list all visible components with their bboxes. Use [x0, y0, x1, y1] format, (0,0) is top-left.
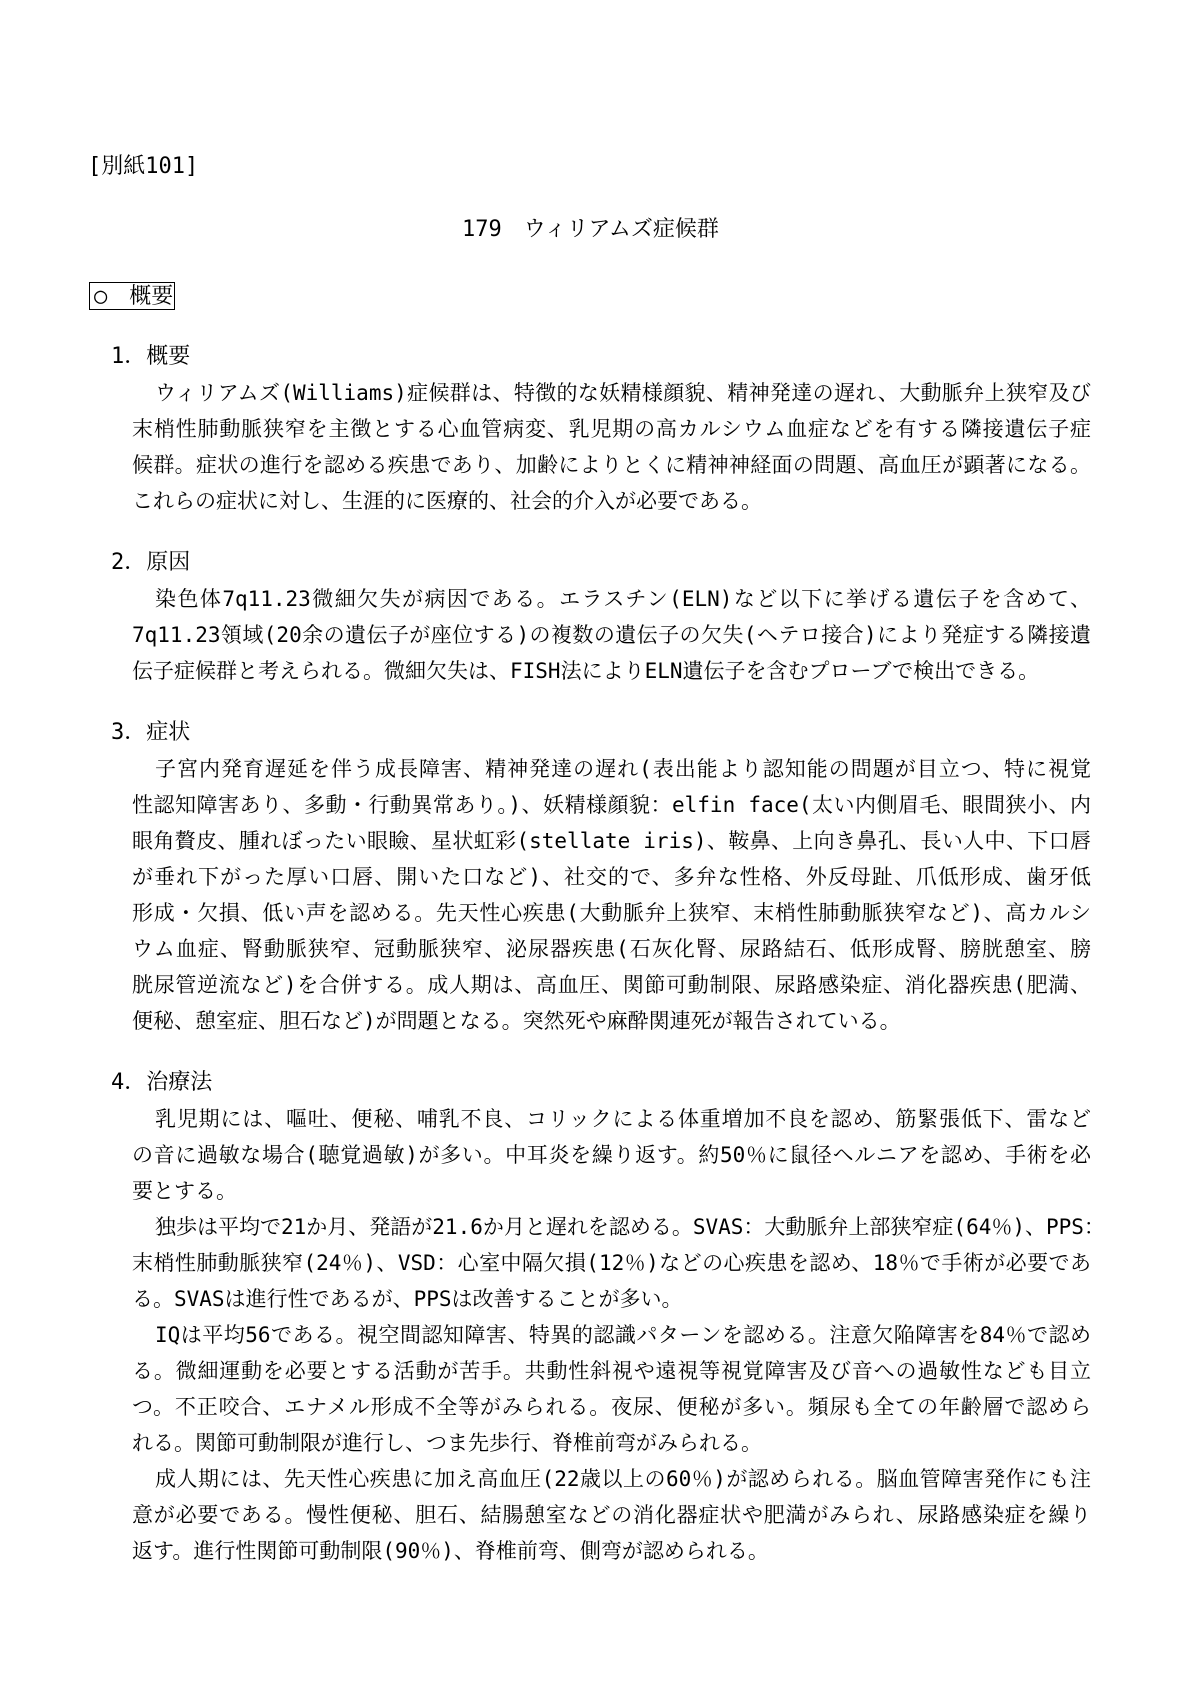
section — [111, 339, 1091, 519]
text-line: これらの症状に対し、生涯的に医療的、社会的介入が必要である。 — [132, 489, 762, 513]
paragraph — [132, 581, 1091, 689]
overview-box-heading: ○ 概要 — [89, 282, 175, 310]
section-heading: 3．症状 — [111, 720, 191, 745]
text-line: ウム血症、腎動脈狭窄、冠動脈狭窄、泌尿器疾患(石灰化腎、尿路結石、低形成腎、膀胱憩室、膀 — [132, 937, 1091, 961]
section — [111, 1065, 1105, 1569]
paragraph — [132, 1461, 1091, 1569]
attachment-label: [別紙101] — [88, 154, 199, 179]
text-line: 候群。症状の進行を認める疾患であり、加齢によりとくに精神神経面の問題、高血圧が顕著になる。 — [132, 453, 1091, 477]
text-line: 伝子症候群と考えられる。微細欠失は、FISH法によりELN遺伝子を含むプローブで検出できる。 — [132, 659, 1040, 683]
text-line: の音に過敏な場合(聴覚過敏)が多い。中耳炎を繰り返す。約50％に鼠径ヘルニアを認め、手術を必 — [132, 1143, 1091, 1167]
paragraph — [132, 1209, 1105, 1317]
paragraph — [132, 1317, 1091, 1461]
text-line: る。SVASは進行性であるが、PPSは改善することが多い。 — [132, 1287, 683, 1311]
text-line: IQは平均56である。視空間認知障害、特異的認識パターンを認める。注意欠陥障害を84％で認め — [155, 1323, 1091, 1347]
text-line: 7q11.23領域(20余の遺伝子が座位する)の複数の遺伝子の欠失(ヘテロ接合)により発症する隣接遺 — [132, 623, 1091, 647]
section-heading: 4．治療法 — [111, 1070, 213, 1095]
text-line: 形成・欠損、低い声を認める。先天性心疾患(大動脈弁上狭窄、末梢性肺動脈狭窄など)、高カルシ — [132, 901, 1091, 925]
text-line: 成人期には、先天性心疾患に加え高血圧(22歳以上の60％)が認められる。脳血管障害発作にも注 — [155, 1467, 1091, 1491]
section-heading: 1．概要 — [111, 344, 191, 369]
document-title: 179 ウィリアムズ症候群 — [462, 217, 719, 242]
text-line: 末梢性肺動脈狭窄(24％)、VSD：心室中隔欠損(12％)などの心疾患を認め、18％で手術が必要であ — [132, 1251, 1091, 1275]
text-line: ウィリアムズ(Williams)症候群は、特徴的な妖精様顔貌、精神発達の遅れ、大動脈弁上狭窄及び — [155, 381, 1091, 405]
text-line: 乳児期には、嘔吐、便秘、哺乳不良、コリックによる体重増加不良を認め、筋緊張低下、雷など — [155, 1107, 1091, 1131]
text-line: 要とする。 — [132, 1179, 237, 1203]
paragraph — [132, 375, 1091, 519]
section — [111, 545, 1091, 689]
text-line: 染色体7q11.23微細欠失が病因である。エラスチン(ELN)など以下に挙げる遺伝子を含めて、 — [155, 587, 1091, 611]
text-line: 子宮内発育遅延を伴う成長障害、精神発達の遅れ(表出能より認知能の問題が目立つ、特に視覚 — [155, 757, 1091, 781]
text-line: 性認知障害あり、多動・行動異常あり。)、妖精様顔貌：elfin face(太い内側眉毛、眼間狭小、内 — [132, 793, 1091, 817]
text-line: 末梢性肺動脈狭窄を主徴とする心血管病変、乳児期の高カルシウム血症などを有する隣接遺伝子症 — [132, 417, 1091, 441]
text-line: 独歩は平均で21か月、発語が21.6か月と遅れを認める。SVAS：大動脈弁上部狭窄症(64％)、PPS： — [155, 1215, 1105, 1239]
text-line: 便秘、憩室症、胆石など)が問題となる。突然死や麻酔関連死が報告されている。 — [132, 1009, 901, 1033]
text-line: れる。関節可動制限が進行し、つま先歩行、脊椎前弯がみられる。 — [132, 1431, 762, 1455]
text-line: つ。不正咬合、エナメル形成不全等がみられる。夜尿、便秘が多い。頻尿も全ての年齢層で認めら — [132, 1395, 1091, 1419]
document-body — [111, 339, 1105, 1595]
text-line: 胱尿管逆流など)を合併する。成人期は、高血圧、関節可動制限、尿路感染症、消化器疾患(肥満、 — [132, 973, 1091, 997]
paragraph — [132, 751, 1091, 1039]
section-heading: 2．原因 — [111, 550, 191, 575]
text-line: 意が必要である。慢性便秘、胆石、結腸憩室などの消化器症状や肥満がみられ、尿路感染症を繰り — [132, 1503, 1091, 1527]
text-line: る。微細運動を必要とする活動が苦手。共動性斜視や遠視等視覚障害及び音への過敏性なども目立 — [132, 1359, 1091, 1383]
section — [111, 715, 1091, 1039]
text-line: 眼角贅皮、腫れぼったい眼瞼、星状虹彩(stellate iris)、鞍鼻、上向き鼻孔、長い人中、下口唇 — [132, 829, 1091, 853]
text-line: 返す。進行性関節可動制限(90％)、脊椎前弯、側弯が認められる。 — [132, 1539, 769, 1563]
paragraph — [132, 1101, 1091, 1209]
text-line: が垂れ下がった厚い口唇、開いた口など)、社交的で、多弁な性格、外反母趾、爪低形成、歯牙低 — [132, 865, 1091, 889]
